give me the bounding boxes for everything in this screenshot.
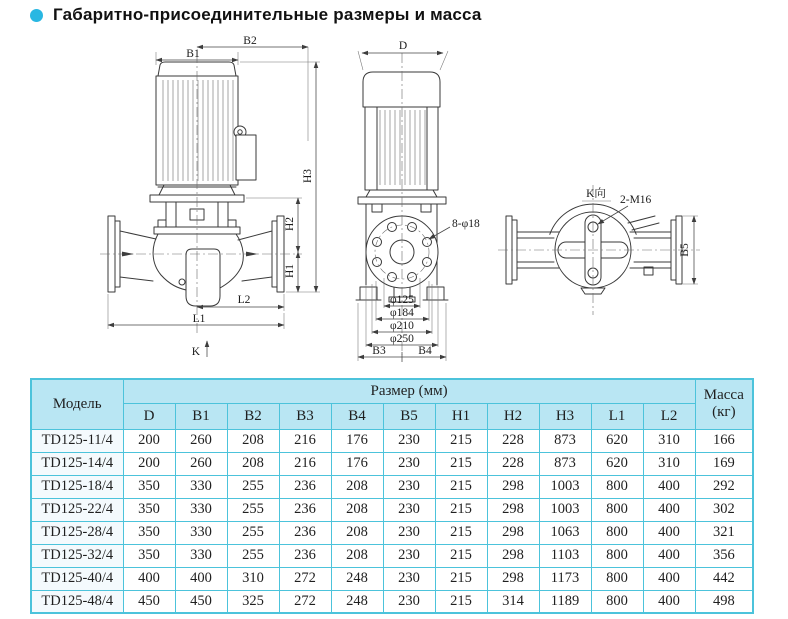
value-cell: 1003 <box>539 498 591 521</box>
mass-cell: 302 <box>695 498 753 521</box>
col-header-b5: B5 <box>383 403 435 429</box>
dim-label-h3: H3 <box>302 168 314 184</box>
dim-label-b3: B3 <box>372 345 386 357</box>
value-cell: 215 <box>435 429 487 452</box>
value-cell: 208 <box>227 452 279 475</box>
value-cell: 310 <box>643 452 695 475</box>
dim-label-h2: H2 <box>284 216 296 232</box>
value-cell: 298 <box>487 567 539 590</box>
model-cell: TD125-18/4 <box>31 475 123 498</box>
value-cell: 620 <box>591 429 643 452</box>
value-cell: 620 <box>591 452 643 475</box>
mass-cell: 166 <box>695 429 753 452</box>
mass-cell: 442 <box>695 567 753 590</box>
value-cell: 230 <box>383 452 435 475</box>
col-header-model: Модель <box>31 379 123 429</box>
value-cell: 230 <box>383 498 435 521</box>
section-title <box>30 5 482 25</box>
value-cell: 298 <box>487 544 539 567</box>
value-cell: 215 <box>435 521 487 544</box>
dim-label-l2: L2 <box>237 294 251 306</box>
dimensions-table <box>30 378 754 614</box>
dim-label-dia210: φ210 <box>390 320 414 332</box>
top-view-drawing <box>498 185 700 315</box>
table-row <box>31 544 753 567</box>
value-cell: 314 <box>487 590 539 613</box>
value-cell: 208 <box>331 544 383 567</box>
value-cell: 176 <box>331 429 383 452</box>
value-cell: 216 <box>279 452 331 475</box>
col-header-size-group: Размер (мм) <box>123 379 695 403</box>
dim-label-b4: B4 <box>418 345 432 357</box>
value-cell: 400 <box>643 498 695 521</box>
table-row <box>31 429 753 452</box>
value-cell: 272 <box>279 590 331 613</box>
value-cell: 208 <box>331 521 383 544</box>
value-cell: 215 <box>435 567 487 590</box>
value-cell: 255 <box>227 475 279 498</box>
mass-cell: 356 <box>695 544 753 567</box>
value-cell: 215 <box>435 590 487 613</box>
value-cell: 1003 <box>539 475 591 498</box>
value-cell: 215 <box>435 452 487 475</box>
value-cell: 400 <box>643 521 695 544</box>
value-cell: 236 <box>279 498 331 521</box>
value-cell: 400 <box>175 567 227 590</box>
mass-cell: 321 <box>695 521 753 544</box>
col-header-b1: B1 <box>175 403 227 429</box>
technical-drawings <box>0 35 788 377</box>
value-cell: 1063 <box>539 521 591 544</box>
value-cell: 400 <box>643 590 695 613</box>
value-cell: 330 <box>175 475 227 498</box>
value-cell: 230 <box>383 590 435 613</box>
dim-label-dia250: φ250 <box>390 333 414 345</box>
value-cell: 215 <box>435 498 487 521</box>
model-cell: TD125-22/4 <box>31 498 123 521</box>
value-cell: 400 <box>123 567 175 590</box>
value-cell: 208 <box>331 475 383 498</box>
table-row <box>31 475 753 498</box>
table-row <box>31 567 753 590</box>
mass-cell: 498 <box>695 590 753 613</box>
value-cell: 800 <box>591 475 643 498</box>
value-cell: 200 <box>123 452 175 475</box>
value-cell: 230 <box>383 567 435 590</box>
model-cell: TD125-11/4 <box>31 429 123 452</box>
value-cell: 260 <box>175 452 227 475</box>
value-cell: 248 <box>331 567 383 590</box>
value-cell: 330 <box>175 544 227 567</box>
mass-cell: 292 <box>695 475 753 498</box>
value-cell: 176 <box>331 452 383 475</box>
value-cell: 248 <box>331 590 383 613</box>
value-cell: 216 <box>279 429 331 452</box>
value-cell: 350 <box>123 475 175 498</box>
col-header-h2: H2 <box>487 403 539 429</box>
value-cell: 215 <box>435 544 487 567</box>
value-cell: 208 <box>331 498 383 521</box>
value-cell: 330 <box>175 521 227 544</box>
value-cell: 873 <box>539 452 591 475</box>
table-row <box>31 521 753 544</box>
value-cell: 800 <box>591 590 643 613</box>
value-cell: 230 <box>383 521 435 544</box>
table-row <box>31 498 753 521</box>
side-view-drawing <box>100 35 320 358</box>
view-label-k: K向 <box>586 188 606 200</box>
col-header-h1: H1 <box>435 403 487 429</box>
value-cell: 255 <box>227 498 279 521</box>
value-cell: 800 <box>591 567 643 590</box>
dim-label-dia184: φ184 <box>390 307 414 319</box>
value-cell: 298 <box>487 521 539 544</box>
col-header-b3: B3 <box>279 403 331 429</box>
value-cell: 228 <box>487 429 539 452</box>
table-row <box>31 590 753 613</box>
model-cell: TD125-40/4 <box>31 567 123 590</box>
view-arrow-label-k: K <box>191 346 200 358</box>
model-cell: TD125-32/4 <box>31 544 123 567</box>
table-row <box>31 452 753 475</box>
value-cell: 200 <box>123 429 175 452</box>
value-cell: 800 <box>591 521 643 544</box>
value-cell: 298 <box>487 475 539 498</box>
model-cell: TD125-28/4 <box>31 521 123 544</box>
note-label-bolt-holes: 8-φ18 <box>452 218 480 230</box>
value-cell: 215 <box>435 475 487 498</box>
value-cell: 236 <box>279 521 331 544</box>
value-cell: 230 <box>383 429 435 452</box>
value-cell: 310 <box>643 429 695 452</box>
value-cell: 230 <box>383 475 435 498</box>
dim-label-l1: L1 <box>192 313 206 325</box>
col-header-h3: H3 <box>539 403 591 429</box>
value-cell: 272 <box>279 567 331 590</box>
value-cell: 400 <box>643 544 695 567</box>
value-cell: 1103 <box>539 544 591 567</box>
value-cell: 800 <box>591 544 643 567</box>
dim-label-b2: B2 <box>243 35 257 47</box>
note-label-m16: 2-M16 <box>620 194 652 206</box>
value-cell: 208 <box>227 429 279 452</box>
col-header-d: D <box>123 403 175 429</box>
value-cell: 298 <box>487 498 539 521</box>
value-cell: 400 <box>643 567 695 590</box>
col-header-l2: L2 <box>643 403 695 429</box>
value-cell: 230 <box>383 544 435 567</box>
value-cell: 325 <box>227 590 279 613</box>
dim-label-h1: H1 <box>284 263 296 279</box>
value-cell: 236 <box>279 544 331 567</box>
col-header-mass: Масса (кг) <box>695 379 753 429</box>
front-view-drawing <box>356 40 480 362</box>
value-cell: 400 <box>643 475 695 498</box>
value-cell: 236 <box>279 475 331 498</box>
dim-label-b1: B1 <box>186 48 200 60</box>
page-title: Габаритно-присоединительные размеры и масса <box>53 5 482 24</box>
dim-label-d: D <box>398 40 408 52</box>
value-cell: 450 <box>123 590 175 613</box>
value-cell: 255 <box>227 521 279 544</box>
dim-label-b5: B5 <box>679 243 691 257</box>
value-cell: 1173 <box>539 567 591 590</box>
model-cell: TD125-48/4 <box>31 590 123 613</box>
col-header-l1: L1 <box>591 403 643 429</box>
mass-cell: 169 <box>695 452 753 475</box>
value-cell: 228 <box>487 452 539 475</box>
value-cell: 1189 <box>539 590 591 613</box>
value-cell: 260 <box>175 429 227 452</box>
value-cell: 350 <box>123 498 175 521</box>
value-cell: 330 <box>175 498 227 521</box>
col-header-b2: B2 <box>227 403 279 429</box>
value-cell: 350 <box>123 544 175 567</box>
value-cell: 800 <box>591 498 643 521</box>
value-cell: 255 <box>227 544 279 567</box>
dim-label-dia125: φ125 <box>390 294 414 306</box>
value-cell: 310 <box>227 567 279 590</box>
value-cell: 450 <box>175 590 227 613</box>
bullet-icon <box>30 9 43 22</box>
col-header-b4: B4 <box>331 403 383 429</box>
value-cell: 350 <box>123 521 175 544</box>
value-cell: 873 <box>539 429 591 452</box>
model-cell: TD125-14/4 <box>31 452 123 475</box>
